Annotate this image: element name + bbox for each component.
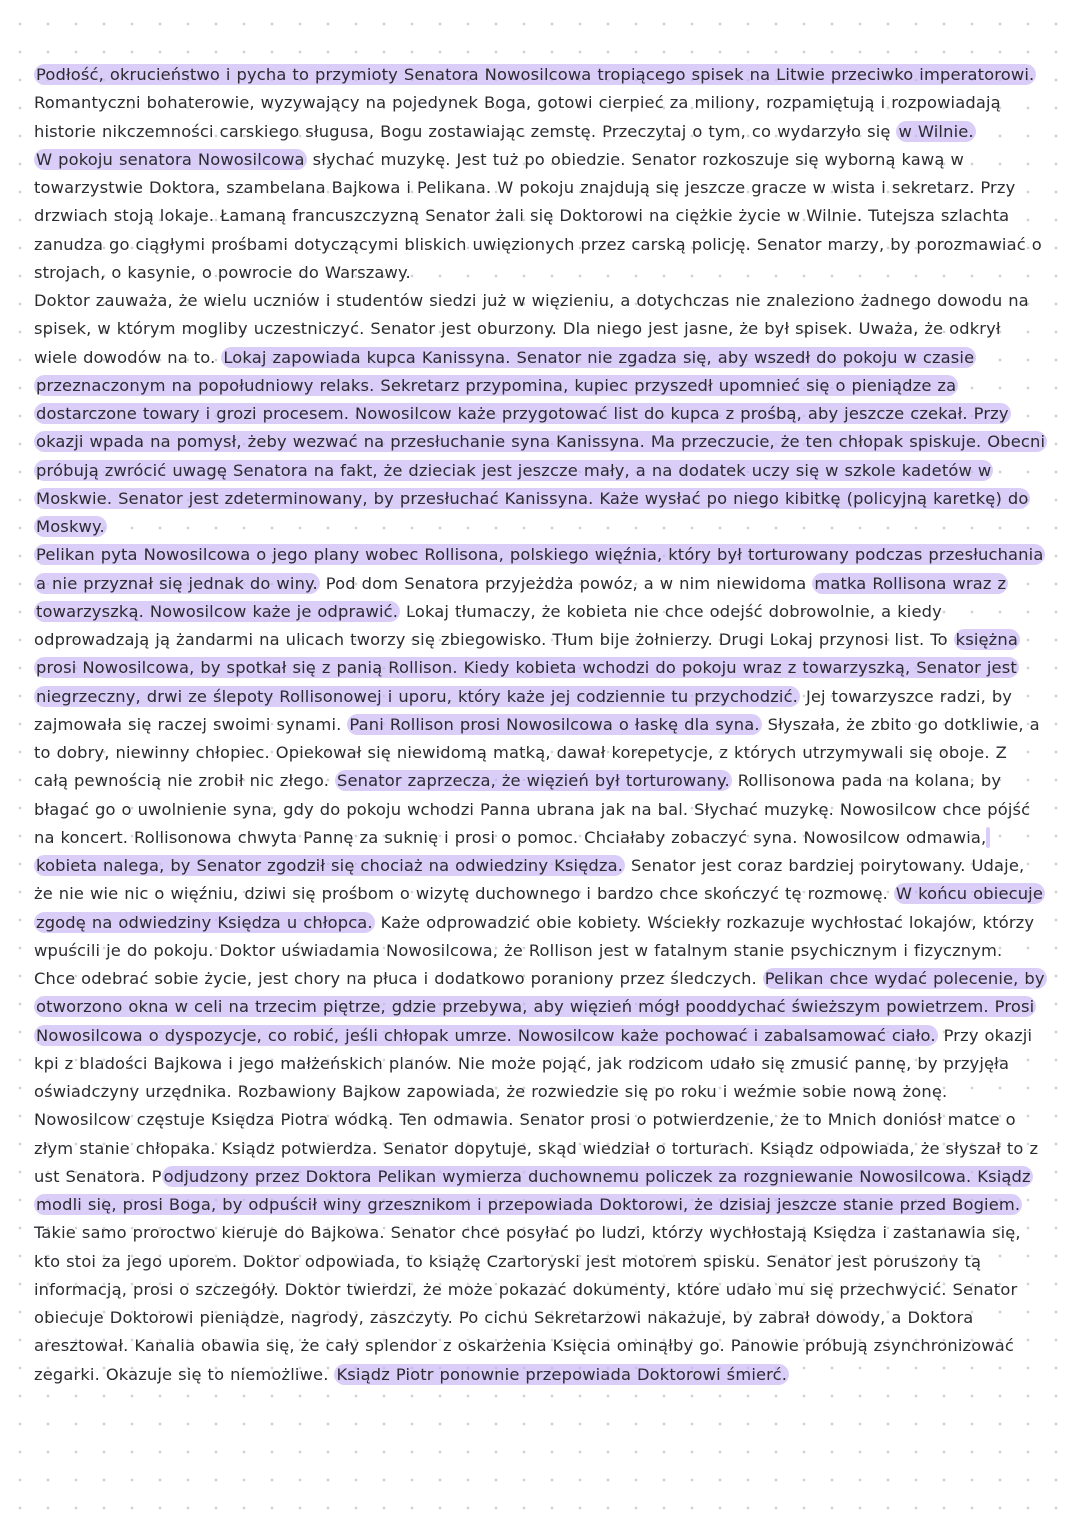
body-text: Takie samo proroctwo kieruje do Bajkowa. Senator chce posyłać po ludzi, którzy wychłostają Księdza i zastanawia się, kto stoi za jego uporem. Doktor odpowiada, to książę Czartoryski jest motorem spisku. Senator jest poruszony tą informacją, prosi o szczegóły. Doktor twierdzi, że może pokazać dokumenty, które udało mu się przechwycić. Senator obiecuje Doktorowi pieniądze, nagrody, zaszczyty. Po cichu Sekretarzowi nakazuje, by zabrał dowody, a Doktora aresztował. Kanalia obawia się, że cały splendor z oskarżenia Księcia ominąłby go. Panowie próbują zsynchronizować zegarki. Okazuje się to niemożliwe.: [34, 1223, 1021, 1384]
paragraph-5: [34, 1106, 1046, 1389]
highlighted-text: Lokaj zapowiada kupca Kanissyna. Senator nie zgadza się, aby wszedł do pokoju w czasie przeznaczonym na popołudniowy relaks. Sekretarz przypomina, kupiec przyszedł upomnieć się o pieniądze za dostarczone towary i grozi procesem. Nowosilcow każe przygotować list do kupca z prośbą, aby jeszcze czekał. Przy okazji wpada na pomysł, żeby wezwać na przesłuchanie syna Kanissyna. Ma przeczucie, że ten chłopak spiskuje. Obecni próbują zwrócić uwagę Senatora na fakt, że dzieciak jest jeszcze mały, a na dodatek uczy się w szkole kadetów w Moskwie. Senator jest zdeterminowany, by przesłuchać Kanissyna. Każe wysłać po niego kibitkę (policyjną karetkę) do Moskwy.: [36, 347, 1046, 536]
body-text: Pod dom Senatora przyjeżdża powóz, a w nim niewidoma: [319, 573, 813, 593]
body-text: Słyszała, że zbito go dotkliwie, a to dobry, niewinny chłopiec. Opiekował się niewidomą matką, dawał korepetycje, z których utrzymywali się oboje. Z całą pewnością nie zrobił nic złego.: [34, 714, 1040, 791]
paragraph-4: [34, 541, 1046, 1106]
highlighted-text: Senator zaprzecza, że więzień był torturowany.: [336, 771, 730, 791]
body-text: Lokaj tłumaczy, że kobieta nie chce odejść dobrowolnie, a kiedy odprowadzają ją żandarmi na ulicach tworzy się zbiegowisko. Tłum bije żołnierzy. Drugi Lokaj przynosi list. To: [34, 601, 954, 649]
paragraph-1: [34, 61, 1046, 146]
body-text: Romantyczni bohaterowie, wyzywający na pojedynek Boga, gotowi cierpieć za miliony, rozpamiętują i rozpowiadają historie nikczemności carskiego sługusa, Bogu zostawiając zemstę. Przeczytaj o tym, co wydarzyło się: [34, 93, 1001, 141]
highlighted-text: W pokoju senatora Nowosilcowa: [36, 149, 305, 169]
highlighted-text: kobieta nalega, by Senator zgodził się chociaż na odwiedziny Księdza.: [34, 827, 990, 876]
highlighted-text: w Wilnie.: [898, 121, 974, 141]
paragraph-3: [34, 287, 1046, 541]
body-text: Nowosilcow częstuje Księdza Piotra wódką. Ten odmawia. Senator prosi o potwierdzenie, że to Mnich doniósł matce o złym stanie chłopaka. Ksiądz potwierdza. Senator dopytuje, skąd wiedział o torturach. Ksiądz odpowiada, że słyszał to z ust Senatora. P: [34, 1110, 1039, 1186]
body-text: słychać muzykę. Jest tuż po obiedzie. Senator rozkoszuje się wyborną kawą w towarzystwie Doktora, szambelana Bajkowa i Pelikana. W pokoju znajdują się jeszcze gracze w wista i sekretarz. Przy drzwiach stoją lokaje. Łamaną francuszczyzną Senator żali się Doktorowi na ciężkie życie w Wilnie. Tutejsza szlachta zanudza go ciągłymi prośbami dotyczącymi bliskich uwięzionych przez carską policję. Senator marzy, by porozmawiać o strojach, o kasynie, o powrocie do Warszawy.: [34, 149, 1042, 282]
highlighted-text: matka Rollisona wraz z towarzyszką. Nowosilcow każe je odprawić.: [36, 573, 1007, 621]
highlighted-text: odjudzony przez Doktora Pelikan wymierza duchownemu policzek za rozgniewanie Nowosilcowa. Ksiądz modli się, prosi Boga, by odpuścił winy grzesznikom i przepowiada Doktorowi, że dzisiaj jeszcze stanie przed Bogiem.: [36, 1166, 1031, 1214]
highlighted-text: Ksiądz Piotr ponownie przepowiada Doktorowi śmierć.: [336, 1364, 788, 1384]
body-text: Każe odprowadzić obie kobiety. Wściekły rozkazuje wychłostać lokajów, którzy wpuścili je do pokoju. Doktor uświadamia Nowosilcowa, że Rollison jest w fatalnym stanie psychicznym i fizycznym. Chce odebrać sobie życie, jest chory na płuca i dodatkowo poraniony przez śledczych.: [34, 912, 1035, 988]
highlighted-text: Pani Rollison prosi Nowosilcowa o łaskę dla syna.: [349, 714, 760, 734]
highlighted-text: księżna prosi Nowosilcowa, by spotkał się z panią Rollison. Kiedy kobieta wchodzi do pokoju wraz z towarzyszką, Senator jest niegrzeczny, drwi ze ślepoty Rollisonowej i uporu, który każe jej codziennie tu przychodzić.: [36, 630, 1018, 706]
body-text: Doktor zauważa, że wielu uczniów i studentów siedzi już w więzieniu, a dotychczas nie znaleziono żadnego dowodu na spisek, w którym mogliby uczestniczyć. Senator jest oburzony. Dla niego jest jasne, że był spisek. Uważa, że odkrył wiele dowodów na to.: [34, 291, 1029, 367]
paragraph-2: [34, 146, 1046, 287]
body-text: Jej towarzyszce radzi, by zajmowała się raczej swoimi synami.: [34, 686, 1013, 734]
body-text: Rollisonowa pada na kolana, by błagać go o uwolnienie syna, gdy do pokoju wchodzi Panna ubrana jak na bal. Słychać muzykę. Nowosilcow chce pójść na koncert. Rollisonowa chwyta Pannę za suknię i prosi o pomoc. Chciałaby zobaczyć syna. Nowosilcow odmawia,: [34, 771, 1031, 847]
body-text: Przy okazji kpi z bladości Bajkowa i jego małżeńskich planów. Nie może pojąć, jak rodzicom udało się zmusić pannę, by przyjęła oświadczyny urzędnika. Rozbawiony Bajkow zapowiada, że rozwiedzie się po roku i weźmie sobie nową żonę.: [34, 1025, 1033, 1101]
highlighted-text: W końcu obiecuje zgodę na odwiedziny Księdza u chłopca.: [36, 884, 1044, 932]
highlighted-text: Podłość, okrucieństwo i pycha to przymioty Senatora Nowosilcowa tropiącego spisek na Litwie przeciwko imperatorowi.: [36, 65, 1035, 84]
body-text: Senator jest coraz bardziej poirytowany. Udaje, że nie wie nic o więźniu, dziwi się prośbom o wizytę duchownego i bardzo chce skończyć tę rozmowę.: [34, 856, 1025, 904]
highlighted-text: Pelikan chce wydać polecenie, by otworzono okna w celi na trzecim piętrze, gdzie przebywa, aby więzień mógł pooddychać świeższym powietrzem. Prosi Nowosilcowa o dyspozycje, co robić, jeśli chłopak umrze. Nowosilcow każe pochować i zabalsamować ciało.: [36, 969, 1045, 1045]
highlighted-text: Pelikan pyta Nowosilcowa o jego plany wobec Rollisona, polskiego więźnia, który był torturowany podczas przesłuchania a nie przyznał się jednak do winy.: [36, 545, 1044, 593]
note-page: [34, 61, 1046, 1389]
